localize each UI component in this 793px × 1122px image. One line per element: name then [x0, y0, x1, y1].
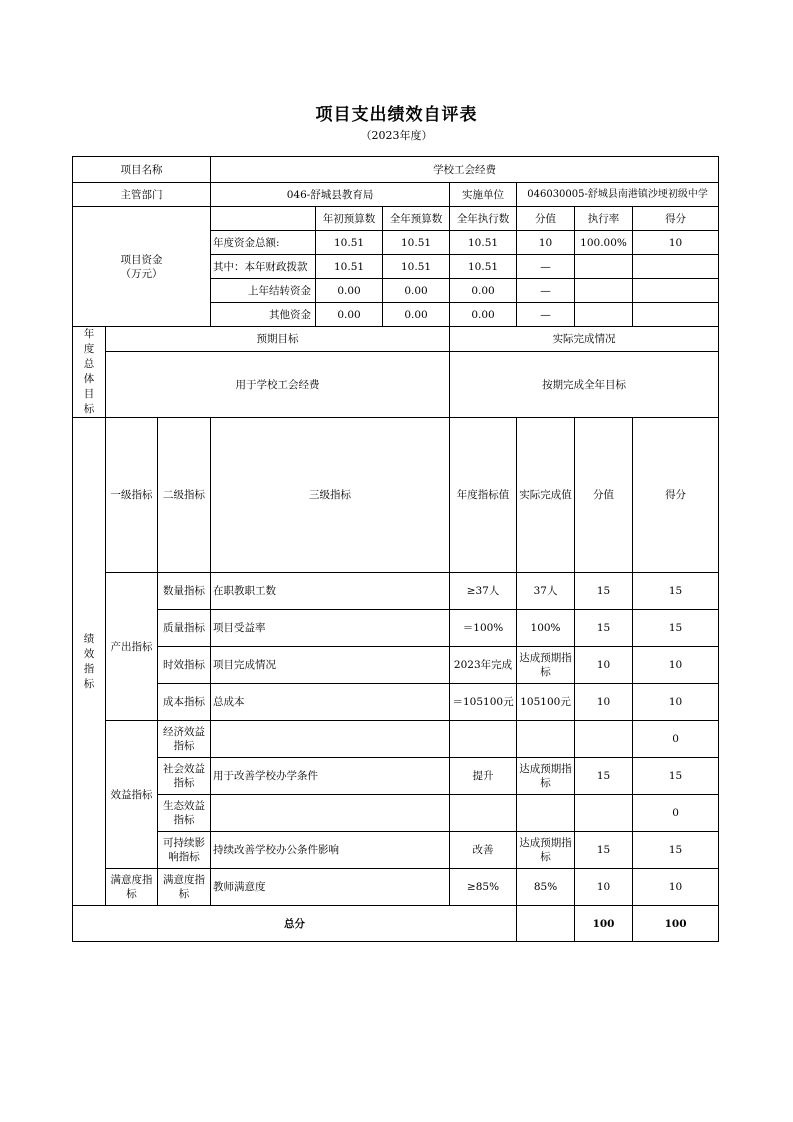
row-department [73, 183, 719, 207]
perf-target: 提升 [450, 758, 517, 795]
perf-col-level3: 三级指标 [211, 418, 450, 573]
expected-goal: 用于学校工会经费 [106, 352, 450, 418]
funds-cell: — [517, 303, 575, 327]
actual-goal: 按期完成全年目标 [450, 352, 719, 418]
total-got: 100 [633, 906, 719, 942]
goals-label: 年 度 总 体 目 标 [73, 327, 106, 418]
perf-group-benefit: 效益指标 [106, 721, 158, 869]
perf-target [450, 721, 517, 758]
perf-l3 [211, 795, 450, 832]
perf-l2: 经济效益指标 [158, 721, 211, 758]
funds-cell [633, 279, 719, 303]
perf-col-got: 得分 [633, 418, 719, 573]
dept-value: 046-舒城县教育局 [211, 183, 450, 207]
project-name-label: 项目名称 [73, 157, 211, 183]
funds-row-label: 其他资金 [211, 303, 316, 327]
row-goals [73, 352, 719, 418]
funds-cell: 0.00 [450, 303, 517, 327]
perf-got: 10 [633, 684, 719, 721]
evaluation-table [72, 156, 719, 942]
perf-l3: 项目受益率 [211, 610, 450, 647]
col-annual-budget: 全年预算数 [383, 207, 450, 231]
perf-got: 0 [633, 795, 719, 832]
funds-cell: 0.00 [383, 279, 450, 303]
perf-got: 15 [633, 610, 719, 647]
funds-cell: 10.51 [450, 231, 517, 255]
perf-score: 10 [575, 869, 633, 906]
funds-cell: — [517, 279, 575, 303]
perf-actual: 37人 [517, 573, 575, 610]
perf-l2: 数量指标 [158, 573, 211, 610]
funds-cell: 10.51 [383, 255, 450, 279]
funds-cell: 0.00 [450, 279, 517, 303]
perf-l2: 质量指标 [158, 610, 211, 647]
perf-l2: 生态效益指标 [158, 795, 211, 832]
perf-score [575, 721, 633, 758]
funds-cell: 0.00 [316, 303, 383, 327]
perf-l3 [211, 721, 450, 758]
funds-cell: 10 [633, 231, 719, 255]
funds-row-label: 上年结转资金 [211, 279, 316, 303]
page-subtitle: （2023年度） [360, 129, 433, 142]
actual-goal-label: 实际完成情况 [450, 327, 719, 352]
perf-row [73, 832, 719, 869]
perf-l2: 社会效益指标 [158, 758, 211, 795]
perf-actual: 100% [517, 610, 575, 647]
col-annual-exec: 全年执行数 [450, 207, 517, 231]
perf-got: 15 [633, 832, 719, 869]
perf-got: 10 [633, 869, 719, 906]
perf-col-target: 年度指标值 [450, 418, 517, 573]
perf-target: ＝105100元 [450, 684, 517, 721]
perf-l3: 教师满意度 [211, 869, 450, 906]
unit-label: 实施单位 [450, 183, 517, 207]
perf-actual [517, 721, 575, 758]
row-perf-header [73, 418, 719, 573]
funds-cell [633, 255, 719, 279]
perf-actual: 达成预期指标 [517, 758, 575, 795]
perf-score: 15 [575, 610, 633, 647]
funds-cell: 10.51 [383, 231, 450, 255]
perf-score: 15 [575, 758, 633, 795]
funds-cell: 100.00% [575, 231, 633, 255]
perf-l2: 成本指标 [158, 684, 211, 721]
funds-label: 项目资金 （万元） [73, 207, 211, 327]
row-total [73, 906, 719, 942]
funds-cell [575, 255, 633, 279]
perf-l3: 持续改善学校办公条件影响 [211, 832, 450, 869]
perf-group-output: 产出指标 [106, 573, 158, 721]
perf-row [73, 795, 719, 832]
total-label: 总分 [73, 906, 517, 942]
perf-got: 15 [633, 758, 719, 795]
total-score: 100 [575, 906, 633, 942]
perf-row [73, 869, 719, 906]
funds-row-label: 年度资金总额: [211, 231, 316, 255]
perf-actual: 85% [517, 869, 575, 906]
funds-cell: 10.51 [316, 231, 383, 255]
perf-col-score: 分值 [575, 418, 633, 573]
perf-target: ＝100% [450, 610, 517, 647]
perf-target: 2023年完成 [450, 647, 517, 684]
perf-score: 15 [575, 832, 633, 869]
perf-score: 10 [575, 647, 633, 684]
perf-target: ≥85% [450, 869, 517, 906]
funds-row-label: 其中：本年财政拨款 [211, 255, 316, 279]
funds-cell: 0.00 [316, 279, 383, 303]
perf-row [73, 758, 719, 795]
perf-l3: 总成本 [211, 684, 450, 721]
perf-l3: 用于改善学校办学条件 [211, 758, 450, 795]
perf-col-actual: 实际完成值 [517, 418, 575, 573]
expected-goal-label: 预期目标 [106, 327, 450, 352]
funds-cell [633, 303, 719, 327]
perf-group-satisfaction: 满意度指标 [106, 869, 158, 906]
dept-label: 主管部门 [73, 183, 211, 207]
perf-col-level1: 一级指标 [106, 418, 158, 573]
perf-label: 绩 效 指 标 [73, 418, 106, 906]
project-name: 学校工会经费 [211, 157, 719, 183]
perf-got: 15 [633, 573, 719, 610]
col-got: 得分 [633, 207, 719, 231]
perf-got: 10 [633, 647, 719, 684]
funds-cell: — [517, 255, 575, 279]
perf-target: 改善 [450, 832, 517, 869]
perf-l2: 时效指标 [158, 647, 211, 684]
perf-l2: 可持续影响指标 [158, 832, 211, 869]
row-funds-header [73, 207, 719, 231]
funds-cell: 10.51 [316, 255, 383, 279]
row-project-name [73, 157, 719, 183]
page-title: 项目支出绩效自评表 [315, 105, 478, 125]
perf-row [73, 573, 719, 610]
funds-header-blank [211, 207, 316, 231]
perf-score: 15 [575, 573, 633, 610]
col-initial-budget: 年初预算数 [316, 207, 383, 231]
perf-row [73, 684, 719, 721]
perf-actual: 105100元 [517, 684, 575, 721]
perf-actual [517, 795, 575, 832]
perf-row [73, 647, 719, 684]
perf-target [450, 795, 517, 832]
perf-row [73, 721, 719, 758]
funds-cell: 0.00 [383, 303, 450, 327]
perf-row [73, 610, 719, 647]
perf-got: 0 [633, 721, 719, 758]
unit-value: 046030005-舒城县南港镇沙埂初级中学 [517, 183, 719, 207]
perf-col-level2: 二级指标 [158, 418, 211, 573]
perf-l3: 项目完成情况 [211, 647, 450, 684]
funds-cell: 10.51 [450, 255, 517, 279]
col-score: 分值 [517, 207, 575, 231]
perf-l2: 满意度指标 [158, 869, 211, 906]
perf-score [575, 795, 633, 832]
perf-score: 10 [575, 684, 633, 721]
total-blank [517, 906, 575, 942]
funds-cell [575, 303, 633, 327]
perf-target: ≥37人 [450, 573, 517, 610]
funds-cell [575, 279, 633, 303]
funds-cell: 10 [517, 231, 575, 255]
row-goals-header [73, 327, 719, 352]
col-exec-rate: 执行率 [575, 207, 633, 231]
perf-l3: 在职教职工数 [211, 573, 450, 610]
perf-actual: 达成预期指标 [517, 832, 575, 869]
perf-actual: 达成预期指标 [517, 647, 575, 684]
